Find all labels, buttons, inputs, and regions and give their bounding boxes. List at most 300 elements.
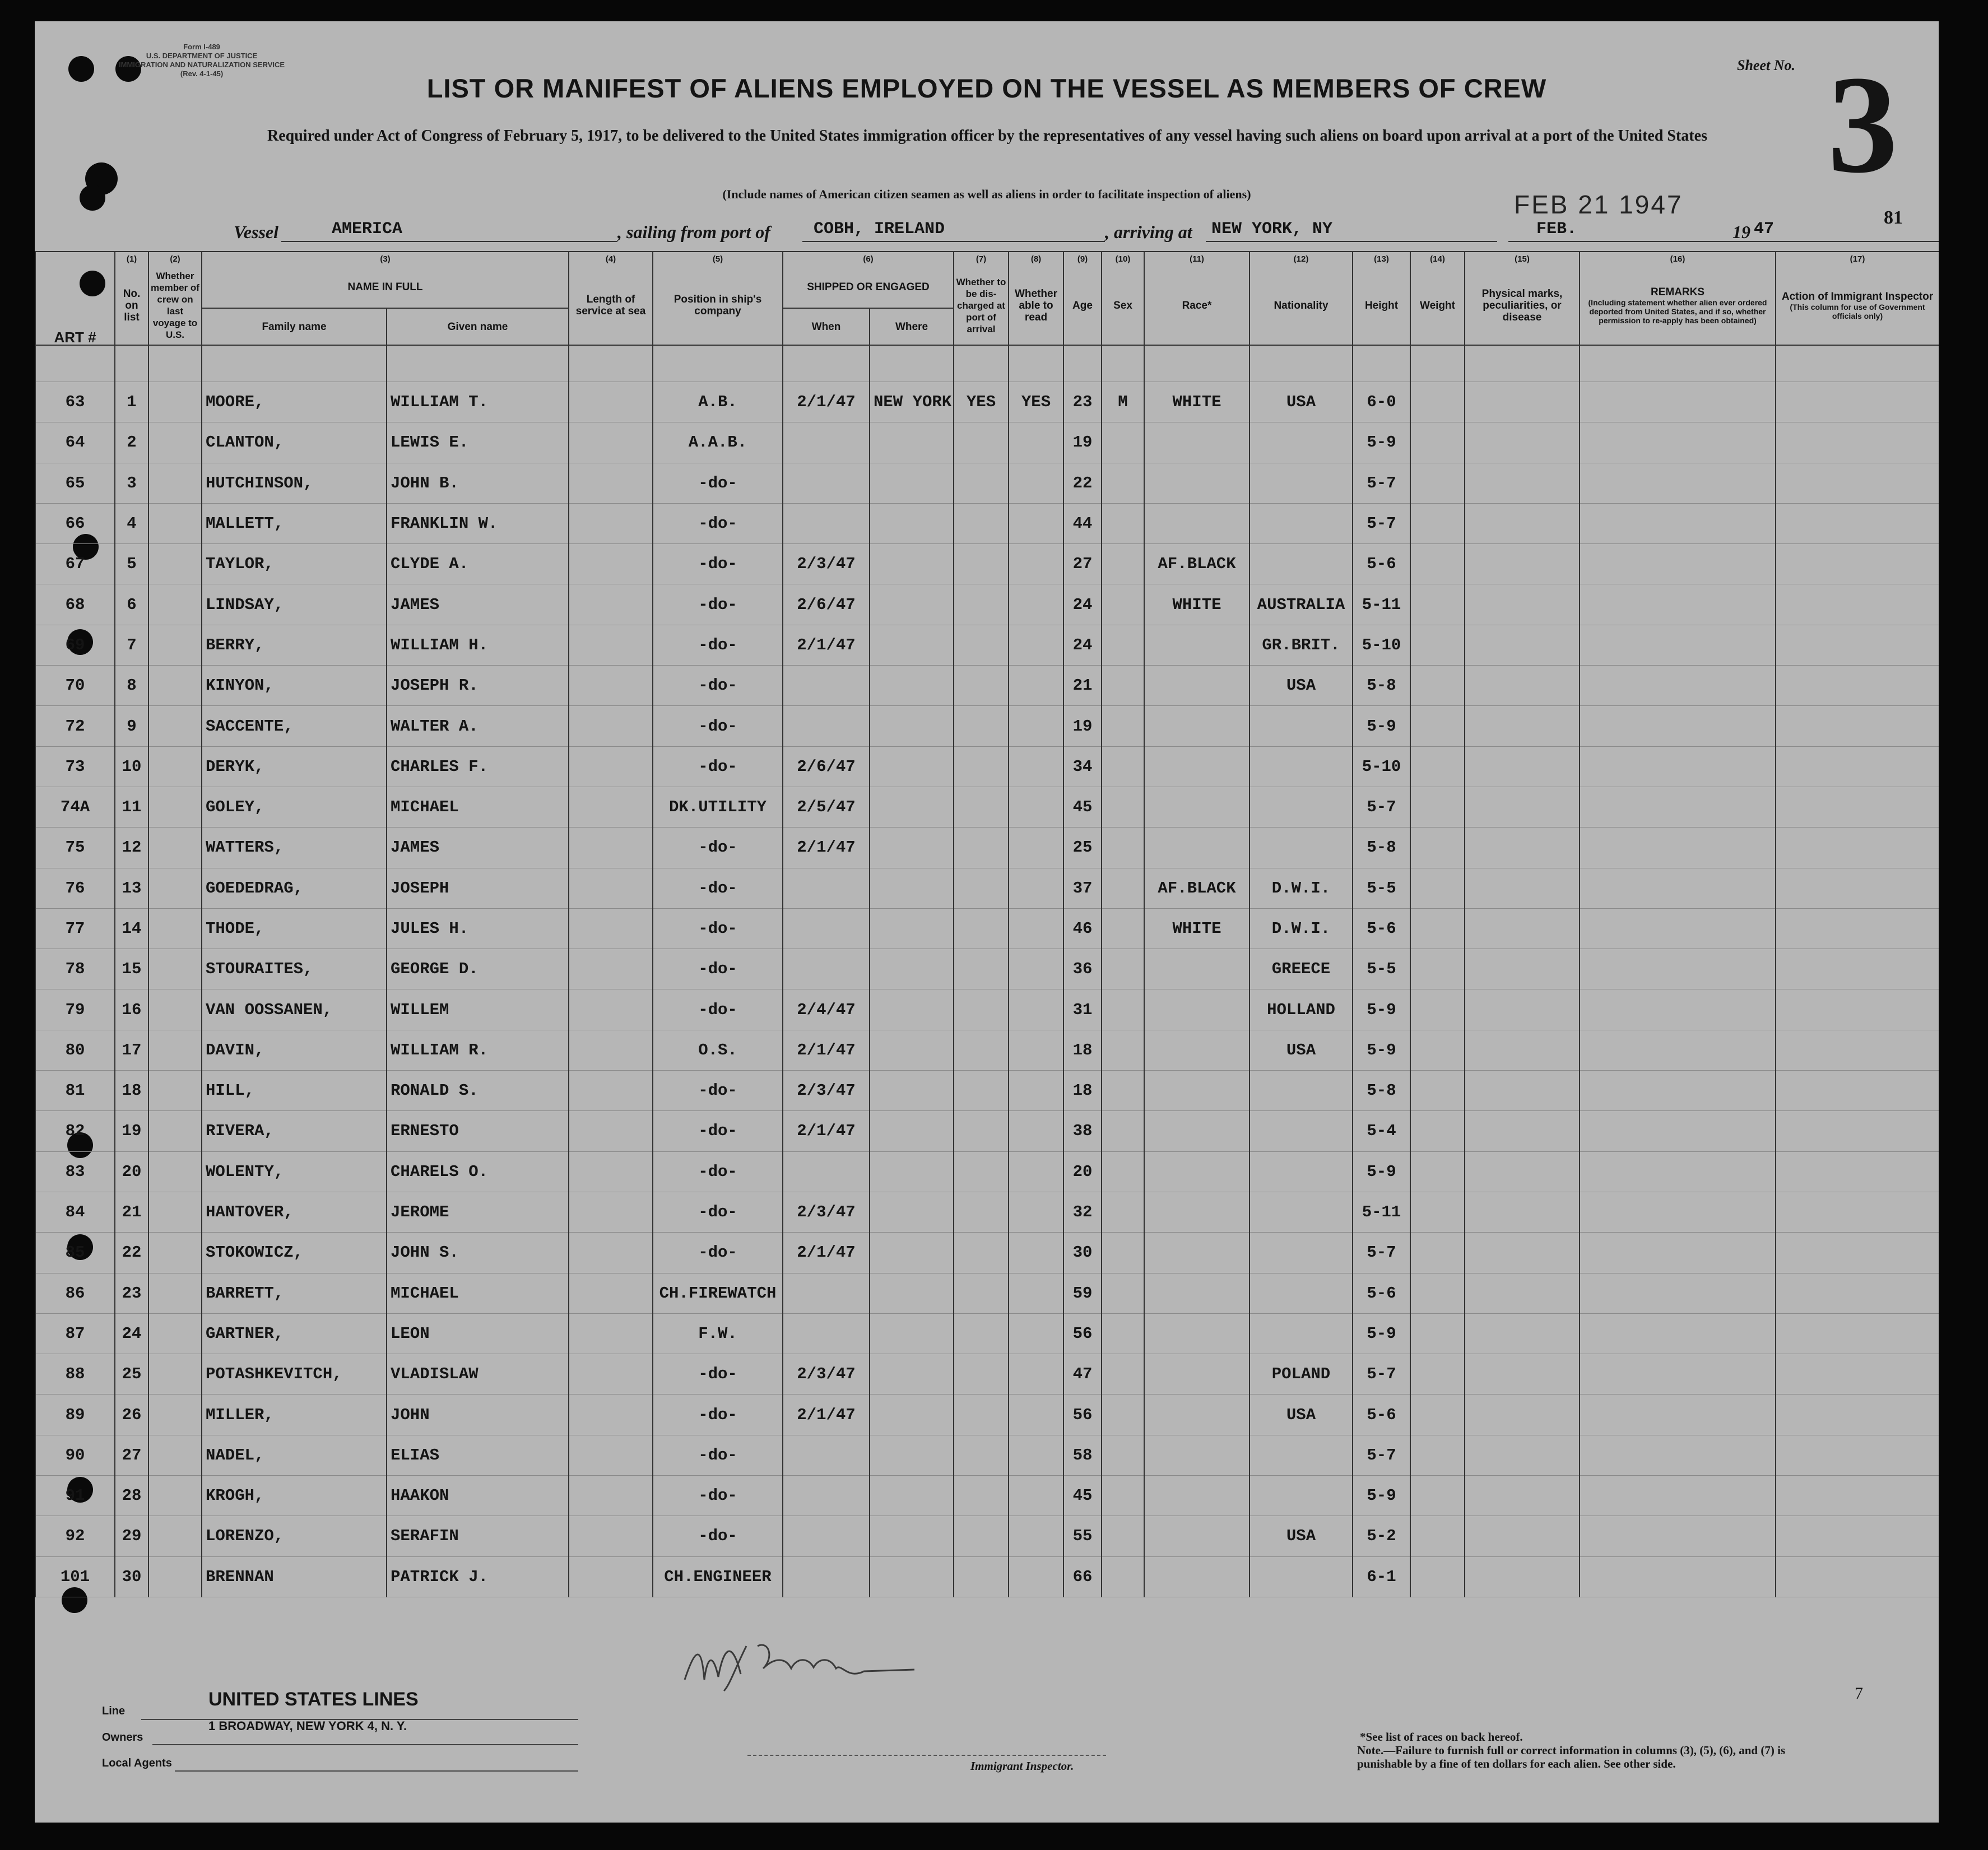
- given-name: VLADISLAW: [387, 1354, 569, 1395]
- given-name: SERAFIN: [387, 1516, 569, 1556]
- list-number: 11: [115, 787, 148, 827]
- family-name: GOEDEDRAG,: [202, 868, 387, 908]
- given-name: WALTER A.: [387, 706, 569, 746]
- remarks-cell: [1580, 787, 1776, 827]
- age: 20: [1063, 1151, 1102, 1192]
- manifest-sheet: [35, 21, 1939, 1823]
- race: [1144, 706, 1250, 746]
- physical-marks-cell: [1465, 1435, 1580, 1475]
- art-number: 67: [35, 544, 115, 584]
- able-to-read: [1009, 1273, 1063, 1313]
- physical-marks-cell: [1465, 1354, 1580, 1395]
- able-to-read: [1009, 746, 1063, 787]
- when-header: When: [783, 308, 870, 345]
- given-name: JOSEPH R.: [387, 666, 569, 706]
- inspector-action-cell: [1776, 989, 1939, 1030]
- race: [1144, 1030, 1250, 1070]
- height: 5-9: [1353, 1313, 1410, 1354]
- given-name: ELIAS: [387, 1435, 569, 1475]
- length-of-service-header: Length of service at sea: [569, 266, 653, 345]
- sex: [1102, 422, 1144, 463]
- nationality: [1250, 1313, 1353, 1354]
- physical-marks-cell: [1465, 1313, 1580, 1354]
- sex: [1102, 1273, 1144, 1313]
- given-name: JOHN S.: [387, 1233, 569, 1273]
- discharged: [954, 828, 1009, 868]
- remarks-cell: [1580, 463, 1776, 503]
- art-number: 101: [35, 1556, 115, 1597]
- position: -do-: [653, 949, 783, 989]
- inspector-action-cell: [1776, 1151, 1939, 1192]
- list-number: 5: [115, 544, 148, 584]
- shipped-where: [870, 666, 954, 706]
- art-number: 91: [35, 1476, 115, 1516]
- height: 5-5: [1353, 868, 1410, 908]
- able-to-read: [1009, 989, 1063, 1030]
- remarks-cell: [1580, 666, 1776, 706]
- column-number: (15): [1465, 252, 1580, 266]
- form-service: IMMIGRATION AND NATURALIZATION SERVICE: [119, 61, 285, 69]
- crew-row: [35, 1354, 1939, 1395]
- date-stamp: FEB 21 1947: [1514, 190, 1683, 219]
- crew-rows: [35, 345, 1939, 1597]
- position: -do-: [653, 463, 783, 503]
- age: 24: [1063, 625, 1102, 665]
- shipped-where: [870, 1273, 954, 1313]
- age: 18: [1063, 1071, 1102, 1111]
- remarks-cell: [1580, 1273, 1776, 1313]
- nationality-header: Nationality: [1250, 266, 1353, 345]
- given-name: JEROME: [387, 1192, 569, 1232]
- given-name: PATRICK J.: [387, 1556, 569, 1597]
- physical-marks-cell: [1465, 908, 1580, 949]
- remarks-cell: [1580, 706, 1776, 746]
- prior-voyage-cell: [148, 1111, 202, 1151]
- position: -do-: [653, 1516, 783, 1556]
- nationality: [1250, 503, 1353, 543]
- shipped-when: 2/3/47: [783, 1354, 870, 1395]
- list-number: 3: [115, 463, 148, 503]
- race: [1144, 1556, 1250, 1597]
- list-number: 4: [115, 503, 148, 543]
- physical-marks-cell: [1465, 1516, 1580, 1556]
- given-name: WILLIAM T.: [387, 382, 569, 422]
- sex: [1102, 908, 1144, 949]
- family-name: LORENZO,: [202, 1516, 387, 1556]
- inspector-action-cell: [1776, 1516, 1939, 1556]
- race-header: Race*: [1144, 266, 1250, 345]
- position: A.B.: [653, 382, 783, 422]
- weight-cell: [1410, 666, 1465, 706]
- arriving-at: NEW YORK, NY: [1211, 220, 1333, 239]
- shipped-where: [870, 1435, 954, 1475]
- weight-cell: [1410, 503, 1465, 543]
- physical-marks-cell: [1465, 1395, 1580, 1435]
- family-name: NADEL,: [202, 1435, 387, 1475]
- height: 5-9: [1353, 1030, 1410, 1070]
- crew-row: [35, 1395, 1939, 1435]
- age: 24: [1063, 584, 1102, 625]
- age: 47: [1063, 1354, 1102, 1395]
- family-name: STOKOWICZ,: [202, 1233, 387, 1273]
- crew-row: [35, 666, 1939, 706]
- service-length-cell: [569, 625, 653, 665]
- position: -do-: [653, 908, 783, 949]
- shipped-where: [870, 787, 954, 827]
- able-to-read: [1009, 1395, 1063, 1435]
- race: AF.BLACK: [1144, 544, 1250, 584]
- prior-voyage-cell: [148, 1435, 202, 1475]
- sex: [1102, 949, 1144, 989]
- art-number: 73: [35, 746, 115, 787]
- list-number: 29: [115, 1516, 148, 1556]
- sheet-number: 3: [1828, 47, 1898, 202]
- prior-voyage-cell: [148, 908, 202, 949]
- remarks-cell: [1580, 1435, 1776, 1475]
- prior-voyage-cell: [148, 1556, 202, 1597]
- position: F.W.: [653, 1313, 783, 1354]
- sex: M: [1102, 382, 1144, 422]
- height-header: Height: [1353, 266, 1410, 345]
- weight-cell: [1410, 1071, 1465, 1111]
- remarks-cell: [1580, 382, 1776, 422]
- shipped-where: [870, 828, 954, 868]
- discharged: [954, 706, 1009, 746]
- family-name: WATTERS,: [202, 828, 387, 868]
- list-number: 26: [115, 1395, 148, 1435]
- height: 5-7: [1353, 1233, 1410, 1273]
- column-number: (17): [1776, 252, 1939, 266]
- arrival-year: 47: [1754, 220, 1775, 239]
- remarks-header: [1580, 266, 1776, 345]
- race: WHITE: [1144, 584, 1250, 625]
- inspector-action-cell: [1776, 949, 1939, 989]
- list-number: 1: [115, 382, 148, 422]
- family-name: VAN OOSSANEN,: [202, 989, 387, 1030]
- given-name: JOSEPH: [387, 868, 569, 908]
- shipped-when: [783, 1273, 870, 1313]
- age: 44: [1063, 503, 1102, 543]
- given-name: CHARLES F.: [387, 746, 569, 787]
- shipped-where: [870, 422, 954, 463]
- list-number: 23: [115, 1273, 148, 1313]
- year-prefix: 19: [1732, 222, 1750, 242]
- inspector-action-note: (This column for use of Government officials only): [1790, 302, 1925, 320]
- column-number: (1): [115, 252, 148, 266]
- remarks-cell: [1580, 1192, 1776, 1232]
- remarks-cell: [1580, 1233, 1776, 1273]
- sex: [1102, 1476, 1144, 1516]
- position: CH.FIREWATCH: [653, 1273, 783, 1313]
- weight-cell: [1410, 1111, 1465, 1151]
- race: [1144, 1516, 1250, 1556]
- discharged: YES: [954, 382, 1009, 422]
- physical-marks-cell: [1465, 949, 1580, 989]
- shipped-where: [870, 706, 954, 746]
- age: 66: [1063, 1556, 1102, 1597]
- shipped-where: [870, 1476, 954, 1516]
- family-name: STOURAITES,: [202, 949, 387, 989]
- inspector-action-cell: [1776, 544, 1939, 584]
- column-number: (11): [1144, 252, 1250, 266]
- sex: [1102, 1516, 1144, 1556]
- service-length-cell: [569, 503, 653, 543]
- given-name: WILLIAM R.: [387, 1030, 569, 1070]
- physical-marks-cell: [1465, 666, 1580, 706]
- shipped-where: [870, 746, 954, 787]
- sex: [1102, 706, 1144, 746]
- sex: [1102, 1071, 1144, 1111]
- inspector-action-cell: [1776, 1071, 1939, 1111]
- position: -do-: [653, 746, 783, 787]
- sex: [1102, 828, 1144, 868]
- vessel-label: Vessel: [234, 222, 278, 242]
- shipped-when: [783, 1151, 870, 1192]
- shipped-when: 2/5/47: [783, 787, 870, 827]
- given-name: JULES H.: [387, 908, 569, 949]
- crew-row: [35, 1233, 1939, 1273]
- able-to-read: [1009, 908, 1063, 949]
- able-to-read: [1009, 1151, 1063, 1192]
- position: O.S.: [653, 1030, 783, 1070]
- service-length-cell: [569, 989, 653, 1030]
- inspector-action-cell: [1776, 1030, 1939, 1070]
- shipped-where: [870, 1192, 954, 1232]
- family-name: BARRETT,: [202, 1273, 387, 1313]
- inspector-action-cell: [1776, 625, 1939, 665]
- nationality: GREECE: [1250, 949, 1353, 989]
- race: [1144, 1151, 1250, 1192]
- shipped-where: [870, 1395, 954, 1435]
- discharged: [954, 666, 1009, 706]
- inspector-action-cell: [1776, 868, 1939, 908]
- column-number: (5): [653, 252, 783, 266]
- list-number: 20: [115, 1151, 148, 1192]
- list-number: 17: [115, 1030, 148, 1070]
- race: [1144, 1395, 1250, 1435]
- prior-voyage-cell: [148, 1476, 202, 1516]
- service-length-cell: [569, 1071, 653, 1111]
- list-number: 13: [115, 868, 148, 908]
- weight-cell: [1410, 625, 1465, 665]
- inspector-action-cell: [1776, 746, 1939, 787]
- nationality: [1250, 1476, 1353, 1516]
- family-name: HILL,: [202, 1071, 387, 1111]
- able-to-read: [1009, 666, 1063, 706]
- shipped-when: 2/1/47: [783, 828, 870, 868]
- discharged: [954, 1516, 1009, 1556]
- service-length-cell: [569, 422, 653, 463]
- sex: [1102, 989, 1144, 1030]
- shipped-when: 2/6/47: [783, 746, 870, 787]
- discharged: [954, 1354, 1009, 1395]
- age: 34: [1063, 746, 1102, 787]
- sex: [1102, 1192, 1144, 1232]
- races-note: *See list of races on back hereof.: [1360, 1730, 1523, 1744]
- prior-voyage-cell: [148, 422, 202, 463]
- shipped-where: [870, 1030, 954, 1070]
- shipped-when: [783, 1435, 870, 1475]
- crew-row: [35, 908, 1939, 949]
- age: 19: [1063, 422, 1102, 463]
- race: [1144, 1476, 1250, 1516]
- art-number: 92: [35, 1516, 115, 1556]
- crew-row: [35, 463, 1939, 503]
- art-number: 76: [35, 868, 115, 908]
- family-name: TAYLOR,: [202, 544, 387, 584]
- shipped-where: [870, 584, 954, 625]
- able-to-read-header: Whether able to read: [1009, 266, 1063, 345]
- position: DK.UTILITY: [653, 787, 783, 827]
- crew-row: [35, 1516, 1939, 1556]
- art-number: 78: [35, 949, 115, 989]
- height: 5-7: [1353, 463, 1410, 503]
- inspector-action-cell: [1776, 1435, 1939, 1475]
- list-number: 6: [115, 584, 148, 625]
- race: [1144, 1354, 1250, 1395]
- family-name: SACCENTE,: [202, 706, 387, 746]
- prior-voyage-cell: [148, 1071, 202, 1111]
- physical-marks-cell: [1465, 1556, 1580, 1597]
- prior-voyage-cell: [148, 989, 202, 1030]
- service-length-cell: [569, 787, 653, 827]
- discharged: [954, 1556, 1009, 1597]
- height: 5-9: [1353, 989, 1410, 1030]
- race: [1144, 1273, 1250, 1313]
- age: 55: [1063, 1516, 1102, 1556]
- able-to-read: [1009, 503, 1063, 543]
- given-name: JAMES: [387, 828, 569, 868]
- shipped-where: [870, 1354, 954, 1395]
- height: 6-1: [1353, 1556, 1410, 1597]
- weight-cell: [1410, 422, 1465, 463]
- service-length-cell: [569, 1556, 653, 1597]
- position: -do-: [653, 666, 783, 706]
- page-number: 81: [1884, 207, 1903, 228]
- prior-voyage-cell: [148, 382, 202, 422]
- art-column-header: ART #: [35, 252, 115, 345]
- nationality: POLAND: [1250, 1354, 1353, 1395]
- age: 19: [1063, 706, 1102, 746]
- list-number: 14: [115, 908, 148, 949]
- position: -do-: [653, 584, 783, 625]
- service-length-cell: [569, 1395, 653, 1435]
- nationality: HOLLAND: [1250, 989, 1353, 1030]
- column-number: (4): [569, 252, 653, 266]
- sex: [1102, 625, 1144, 665]
- position: -do-: [653, 1071, 783, 1111]
- shipped-when: 2/6/47: [783, 584, 870, 625]
- given-name: CLYDE A.: [387, 544, 569, 584]
- able-to-read: [1009, 463, 1063, 503]
- family-name: LINDSAY,: [202, 584, 387, 625]
- discharged: [954, 746, 1009, 787]
- discharged: [954, 1192, 1009, 1232]
- art-number: 65: [35, 463, 115, 503]
- crew-row: [35, 868, 1939, 908]
- age: 56: [1063, 1395, 1102, 1435]
- physical-marks-cell: [1465, 1233, 1580, 1273]
- family-name: HUTCHINSON,: [202, 463, 387, 503]
- given-name: JOHN: [387, 1395, 569, 1435]
- prior-voyage-cell: [148, 544, 202, 584]
- prior-voyage-cell: [148, 1395, 202, 1435]
- weight-cell: [1410, 463, 1465, 503]
- service-length-cell: [569, 1516, 653, 1556]
- position: -do-: [653, 1476, 783, 1516]
- race: [1144, 463, 1250, 503]
- form-department: U.S. DEPARTMENT OF JUSTICE: [146, 52, 258, 60]
- race: [1144, 1233, 1250, 1273]
- sex: [1102, 1151, 1144, 1192]
- crew-row: [35, 949, 1939, 989]
- owners-value: 1 BROADWAY, NEW YORK 4, N. Y.: [208, 1719, 407, 1733]
- shipped-where: [870, 1556, 954, 1597]
- shipped-where: [870, 1071, 954, 1111]
- weight-cell: [1410, 868, 1465, 908]
- remarks-cell: [1580, 625, 1776, 665]
- crew-row: [35, 625, 1939, 665]
- family-name: BRENNAN: [202, 1556, 387, 1597]
- service-length-cell: [569, 382, 653, 422]
- race: [1144, 1111, 1250, 1151]
- height: 5-7: [1353, 787, 1410, 827]
- inspector-action-cell: [1776, 1354, 1939, 1395]
- position: -do-: [653, 828, 783, 868]
- shipped-when: [783, 1476, 870, 1516]
- document-title: LIST OR MANIFEST OF ALIENS EMPLOYED ON THE VESSEL AS MEMBERS OF CREW: [426, 73, 1547, 103]
- discharged: [954, 625, 1009, 665]
- list-number: 10: [115, 746, 148, 787]
- remarks-cell: [1580, 544, 1776, 584]
- remarks-cell: [1580, 908, 1776, 949]
- inspector-action-cell: [1776, 382, 1939, 422]
- able-to-read: YES: [1009, 382, 1063, 422]
- crew-row: [35, 1313, 1939, 1354]
- discharged: [954, 1435, 1009, 1475]
- shipped-when: [783, 1313, 870, 1354]
- physical-marks-cell: [1465, 1071, 1580, 1111]
- position: -do-: [653, 544, 783, 584]
- service-length-cell: [569, 746, 653, 787]
- art-number: 70: [35, 666, 115, 706]
- shipped-where: NEW YORK: [870, 382, 954, 422]
- discharged: [954, 949, 1009, 989]
- nationality: USA: [1250, 666, 1353, 706]
- family-name: HANTOVER,: [202, 1192, 387, 1232]
- crew-row: [35, 706, 1939, 746]
- prior-voyage-cell: [148, 746, 202, 787]
- position: -do-: [653, 868, 783, 908]
- column-number: (10): [1102, 252, 1144, 266]
- crew-row: [35, 422, 1939, 463]
- height: 5-4: [1353, 1111, 1410, 1151]
- shipped-when: 2/1/47: [783, 1233, 870, 1273]
- service-length-cell: [569, 1030, 653, 1070]
- able-to-read: [1009, 949, 1063, 989]
- height: 5-10: [1353, 746, 1410, 787]
- remarks-cell: [1580, 422, 1776, 463]
- age: 56: [1063, 1313, 1102, 1354]
- remarks-cell: [1580, 1476, 1776, 1516]
- given-name: JAMES: [387, 584, 569, 625]
- given-name: RONALD S.: [387, 1071, 569, 1111]
- nationality: [1250, 828, 1353, 868]
- position: -do-: [653, 1354, 783, 1395]
- given-name: GEORGE D.: [387, 949, 569, 989]
- crew-row: [35, 989, 1939, 1030]
- position: -do-: [653, 1111, 783, 1151]
